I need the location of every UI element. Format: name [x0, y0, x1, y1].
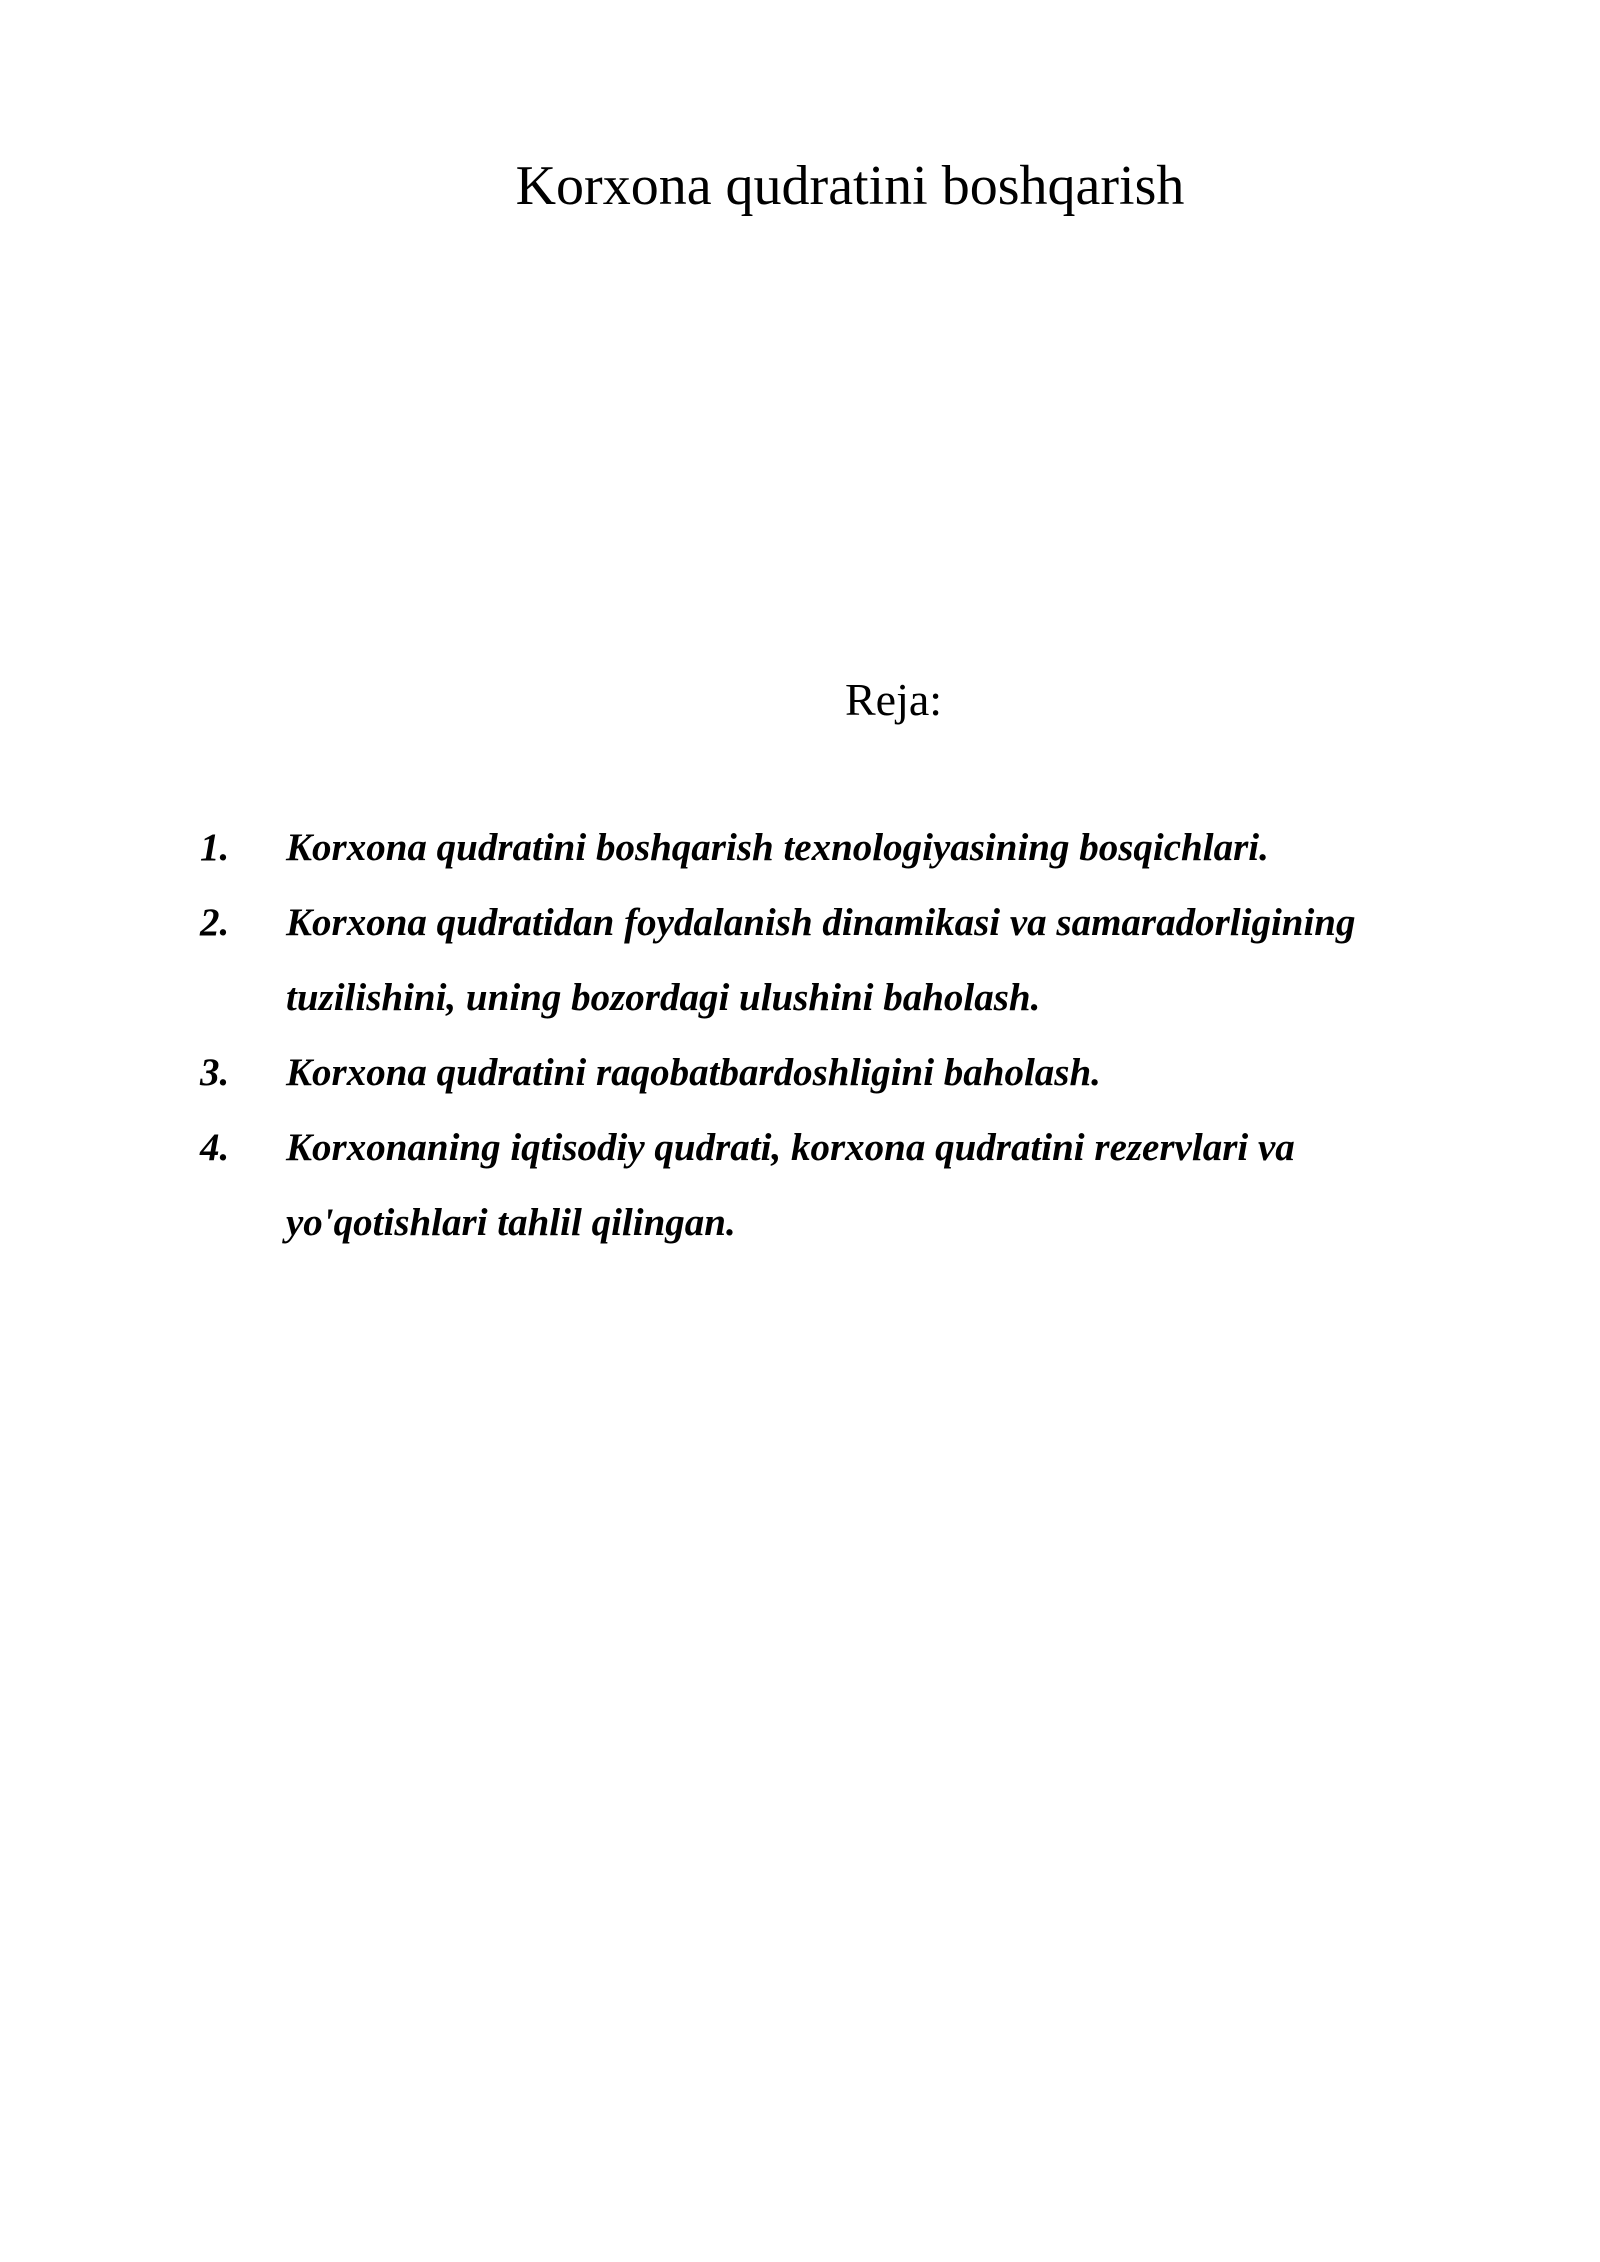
plan-heading: Reja: — [845, 674, 943, 725]
plan-item-text: Korxona qudratidan foydalanish dinamikasi va samaradorligining tuzilishini, uning bozordagi ulushini baholash. — [286, 901, 1356, 1019]
plan-item-text: Korxona qudratini boshqarish texnologiyasining bosqichlari. — [286, 826, 1269, 869]
plan-item — [200, 1110, 1490, 1260]
plan-item — [200, 885, 1490, 1035]
plan-item-number: 1. — [200, 826, 230, 869]
plan-item-text: Korxonaning iqtisodiy qudrati, korxona qudratini rezervlari va yo'qotishlari tahlil qilingan. — [286, 1126, 1295, 1244]
plan-item — [200, 810, 1490, 885]
plan-item-number: 4. — [200, 1126, 230, 1169]
document-title: Korxona qudratini boshqarish — [515, 155, 1185, 217]
plan-list — [200, 810, 1490, 1260]
plan-item-number: 2. — [200, 901, 230, 944]
plan-item — [200, 1035, 1490, 1110]
plan-item-text: Korxona qudratini raqobatbardoshligini baholash. — [286, 1051, 1101, 1094]
plan-item-number: 3. — [200, 1051, 230, 1094]
